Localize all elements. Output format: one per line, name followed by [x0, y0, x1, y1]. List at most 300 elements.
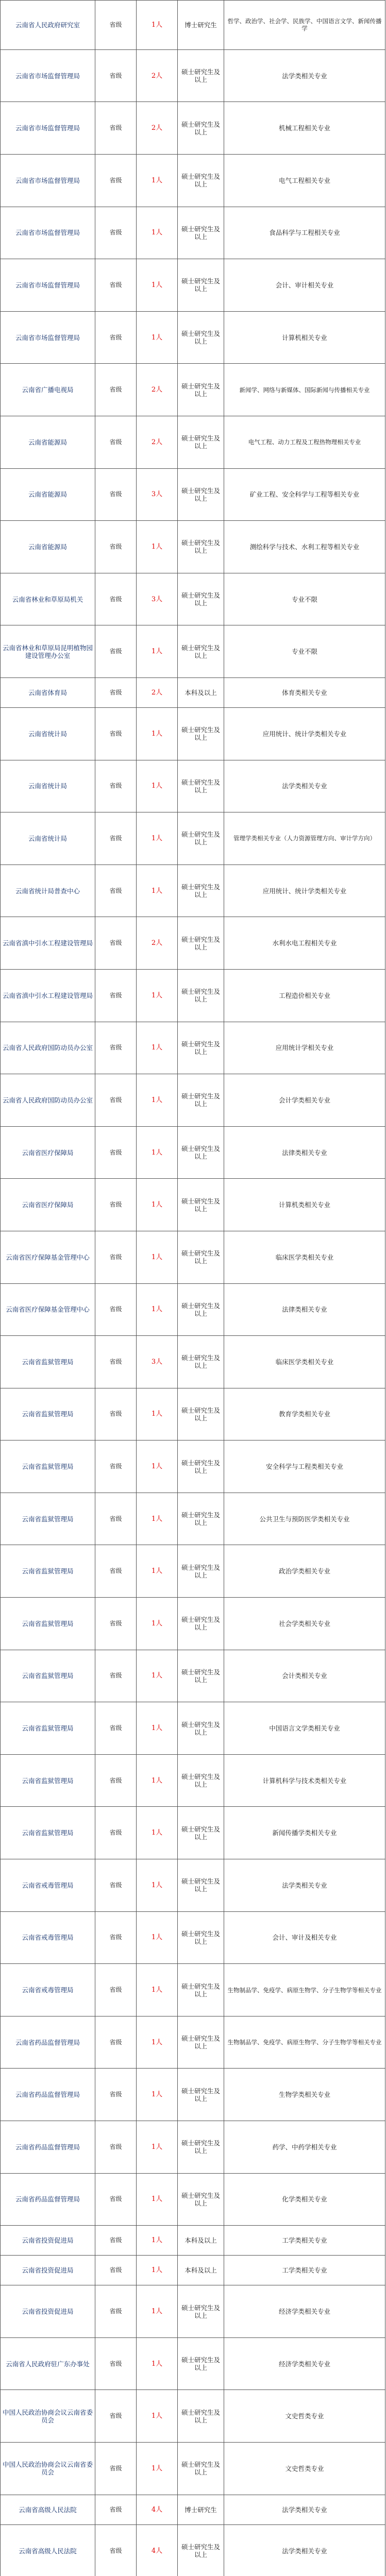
headcount-cell: 1人 [137, 625, 178, 678]
table-row [1, 2173, 385, 2226]
headcount-cell: 1人 [137, 1598, 178, 1650]
unit-cell: 云南省广播电视局 [1, 364, 95, 416]
degree-cell: 硕士研究生及以上 [178, 707, 224, 760]
level-cell: 省级 [95, 1074, 137, 1127]
level-cell: 省级 [95, 2016, 137, 2069]
table-row [1, 760, 385, 812]
unit-cell: 云南省人民政府驻广东办事处 [1, 2337, 95, 2390]
table-row [1, 1022, 385, 1074]
headcount-cell: 1人 [137, 1964, 178, 2016]
headcount-cell: 1人 [137, 259, 178, 312]
level-cell: 省级 [95, 1754, 137, 1807]
level-cell: 省级 [95, 677, 137, 707]
major-cell: 专业不限 [224, 573, 385, 625]
headcount-cell: 4人 [137, 2495, 178, 2524]
major-cell: 会计、审计相关专业 [224, 259, 385, 312]
table-row [1, 468, 385, 521]
unit-cell: 云南省统计局 [1, 760, 95, 812]
major-cell: 专业不限 [224, 625, 385, 678]
unit-cell: 云南省人民政府国防动员办公室 [1, 1074, 95, 1127]
level-cell: 省级 [95, 1859, 137, 1912]
degree-cell: 硕士研究生及以上 [178, 573, 224, 625]
headcount-cell: 1人 [137, 1022, 178, 1074]
unit-cell: 云南省监狱管理局 [1, 1754, 95, 1807]
unit-cell: 云南省人民政府国防动员办公室 [1, 1022, 95, 1074]
headcount-cell: 1人 [137, 2285, 178, 2338]
degree-cell: 硕士研究生及以上 [178, 207, 224, 259]
table-row [1, 2285, 385, 2338]
table-row [1, 521, 385, 573]
unit-cell: 云南省投资促进局 [1, 2256, 95, 2285]
unit-cell: 云南省市场监督管理局 [1, 102, 95, 155]
degree-cell: 博士研究生 [178, 2495, 224, 2524]
degree-cell: 硕士研究生及以上 [178, 1493, 224, 1545]
degree-cell: 硕士研究生及以上 [178, 2524, 224, 2576]
table-row [1, 1754, 385, 1807]
level-cell: 省级 [95, 2443, 137, 2495]
headcount-cell: 2人 [137, 364, 178, 416]
major-cell: 会计学类相关专业 [224, 1074, 385, 1127]
unit-cell: 中国人民政治协商会议云南省委员会 [1, 2390, 95, 2443]
degree-cell: 硕士研究生及以上 [178, 1231, 224, 1283]
degree-cell: 硕士研究生及以上 [178, 49, 224, 102]
table-row [1, 2443, 385, 2495]
major-cell: 法学类相关专业 [224, 2524, 385, 2576]
major-cell: 安全科学与工程类相关专业 [224, 1440, 385, 1493]
major-cell: 应用统计、统计学类相关专业 [224, 865, 385, 917]
degree-cell: 硕士研究生及以上 [178, 760, 224, 812]
unit-cell: 云南省能源局 [1, 521, 95, 573]
headcount-cell: 1人 [137, 1754, 178, 1807]
level-cell: 省级 [95, 2256, 137, 2285]
headcount-cell: 1人 [137, 2069, 178, 2121]
table-row [1, 1598, 385, 1650]
table-row [1, 102, 385, 155]
level-cell: 省级 [95, 259, 137, 312]
degree-cell: 硕士研究生及以上 [178, 1336, 224, 1388]
major-cell: 法学类相关专业 [224, 2495, 385, 2524]
degree-cell: 硕士研究生及以上 [178, 1545, 224, 1598]
headcount-cell: 1人 [137, 1440, 178, 1493]
unit-cell: 云南省戒毒管理局 [1, 1964, 95, 2016]
level-cell: 省级 [95, 2390, 137, 2443]
unit-cell: 云南省市场监督管理局 [1, 259, 95, 312]
level-cell: 省级 [95, 2226, 137, 2256]
level-cell: 省级 [95, 2173, 137, 2226]
degree-cell: 本科及以上 [178, 2256, 224, 2285]
unit-cell: 云南省监狱管理局 [1, 1598, 95, 1650]
degree-cell: 硕士研究生及以上 [178, 1911, 224, 1964]
table-row [1, 207, 385, 259]
headcount-cell: 2人 [137, 49, 178, 102]
major-cell: 机械工程相关专业 [224, 102, 385, 155]
headcount-cell: 1人 [137, 1283, 178, 1336]
major-cell: 工学类相关专业 [224, 2226, 385, 2256]
headcount-cell: 1人 [137, 1650, 178, 1702]
level-cell: 省级 [95, 1493, 137, 1545]
level-cell: 省级 [95, 468, 137, 521]
level-cell: 省级 [95, 1650, 137, 1702]
level-cell: 省级 [95, 1545, 137, 1598]
level-cell: 省级 [95, 969, 137, 1022]
unit-cell: 云南省高级人民法院 [1, 2495, 95, 2524]
unit-cell: 云南省医疗保障局 [1, 1179, 95, 1231]
major-cell: 新闻学、网络与新媒体、国际新闻与传播相关专业 [224, 364, 385, 416]
table-row [1, 1650, 385, 1702]
degree-cell: 硕士研究生及以上 [178, 969, 224, 1022]
major-cell: 经济学类相关专业 [224, 2337, 385, 2390]
degree-cell: 硕士研究生及以上 [178, 521, 224, 573]
major-cell: 文史哲类专业 [224, 2390, 385, 2443]
table-row [1, 2226, 385, 2256]
degree-cell: 硕士研究生及以上 [178, 1126, 224, 1179]
headcount-cell: 1人 [137, 2443, 178, 2495]
degree-cell: 硕士研究生及以上 [178, 2121, 224, 2174]
table-row [1, 364, 385, 416]
major-cell: 会计类相关专业 [224, 1650, 385, 1702]
headcount-cell: 2人 [137, 917, 178, 970]
unit-cell: 中国人民政治协商会议云南省委员会 [1, 2443, 95, 2495]
unit-cell: 云南省市场监督管理局 [1, 311, 95, 364]
table-row [1, 1283, 385, 1336]
unit-cell: 云南省药品监督管理局 [1, 2016, 95, 2069]
headcount-cell: 1人 [137, 707, 178, 760]
level-cell: 省级 [95, 917, 137, 970]
table-row [1, 707, 385, 760]
unit-cell: 云南省药品监督管理局 [1, 2121, 95, 2174]
major-cell: 电气工程相关专业 [224, 154, 385, 207]
degree-cell: 硕士研究生及以上 [178, 2337, 224, 2390]
table-row [1, 1964, 385, 2016]
degree-cell: 博士研究生 [178, 1, 224, 50]
unit-cell: 云南省监狱管理局 [1, 1388, 95, 1440]
headcount-cell: 1人 [137, 812, 178, 865]
degree-cell: 硕士研究生及以上 [178, 1388, 224, 1440]
degree-cell: 硕士研究生及以上 [178, 1702, 224, 1755]
major-cell: 新闻传播学类相关专业 [224, 1807, 385, 1859]
unit-cell: 云南省市场监督管理局 [1, 49, 95, 102]
table-row [1, 677, 385, 707]
major-cell: 药学、中药学相关专业 [224, 2121, 385, 2174]
level-cell: 省级 [95, 102, 137, 155]
unit-cell: 云南省滇中引水工程建设管理局 [1, 969, 95, 1022]
unit-cell: 云南省滇中引水工程建设管理局 [1, 917, 95, 970]
level-cell: 省级 [95, 1022, 137, 1074]
degree-cell: 硕士研究生及以上 [178, 2016, 224, 2069]
major-cell: 计算机科学与技术类相关专业 [224, 1754, 385, 1807]
unit-cell: 云南省医疗保障基金管理中心 [1, 1283, 95, 1336]
degree-cell: 硕士研究生及以上 [178, 1598, 224, 1650]
table-row [1, 573, 385, 625]
level-cell: 省级 [95, 625, 137, 678]
headcount-cell: 1人 [137, 1126, 178, 1179]
level-cell: 省级 [95, 760, 137, 812]
headcount-cell: 1人 [137, 2256, 178, 2285]
major-cell: 应用统计学相关专业 [224, 1022, 385, 1074]
level-cell: 省级 [95, 2524, 137, 2576]
table-row [1, 1859, 385, 1912]
degree-cell: 硕士研究生及以上 [178, 1964, 224, 2016]
major-cell: 公共卫生与预防医学类相关专业 [224, 1493, 385, 1545]
major-cell: 经济学类相关专业 [224, 2285, 385, 2338]
table-row [1, 2495, 385, 2524]
level-cell: 省级 [95, 1126, 137, 1179]
level-cell: 省级 [95, 207, 137, 259]
headcount-cell: 1人 [137, 1911, 178, 1964]
level-cell: 省级 [95, 573, 137, 625]
headcount-cell: 1人 [137, 2390, 178, 2443]
degree-cell: 硕士研究生及以上 [178, 311, 224, 364]
level-cell: 省级 [95, 1807, 137, 1859]
unit-cell: 云南省戒毒管理局 [1, 1859, 95, 1912]
headcount-cell: 1人 [137, 2121, 178, 2174]
table-row [1, 2256, 385, 2285]
unit-cell: 云南省人民政府研究室 [1, 1, 95, 50]
major-cell: 会计、审计及相关专业 [224, 1911, 385, 1964]
unit-cell: 云南省监狱管理局 [1, 1493, 95, 1545]
table-row [1, 416, 385, 468]
major-cell: 测绘科学与技术、水利工程等相关专业 [224, 521, 385, 573]
level-cell: 省级 [95, 521, 137, 573]
table-row [1, 259, 385, 312]
major-cell: 水利水电工程相关专业 [224, 917, 385, 970]
headcount-cell: 1人 [137, 1545, 178, 1598]
headcount-cell: 1人 [137, 521, 178, 573]
unit-cell: 云南省统计局 [1, 707, 95, 760]
headcount-cell: 1人 [137, 1807, 178, 1859]
recruitment-table-body [1, 1, 385, 2576]
degree-cell: 硕士研究生及以上 [178, 468, 224, 521]
table-row [1, 2016, 385, 2069]
table-row [1, 1545, 385, 1598]
major-cell: 法学类相关专业 [224, 1859, 385, 1912]
headcount-cell: 2人 [137, 416, 178, 468]
major-cell: 社会学类相关专业 [224, 1598, 385, 1650]
level-cell: 省级 [95, 2337, 137, 2390]
table-row [1, 1074, 385, 1127]
unit-cell: 云南省能源局 [1, 416, 95, 468]
headcount-cell: 1人 [137, 760, 178, 812]
unit-cell: 云南省高级人民法院 [1, 2524, 95, 2576]
unit-cell: 云南省市场监督管理局 [1, 154, 95, 207]
major-cell: 工程造价相关专业 [224, 969, 385, 1022]
major-cell: 生物制品学、免疫学、病原生物学、分子生物学等相关专业 [224, 2016, 385, 2069]
table-row [1, 311, 385, 364]
unit-cell: 云南省药品监督管理局 [1, 2069, 95, 2121]
unit-cell: 云南省投资促进局 [1, 2226, 95, 2256]
table-row [1, 2069, 385, 2121]
major-cell: 临床医学类相关专业 [224, 1336, 385, 1388]
table-row [1, 1336, 385, 1388]
unit-cell: 云南省监狱管理局 [1, 1807, 95, 1859]
level-cell: 省级 [95, 2121, 137, 2174]
unit-cell: 云南省林业和草原局机关 [1, 573, 95, 625]
table-row [1, 1440, 385, 1493]
table-row [1, 865, 385, 917]
table-row [1, 2337, 385, 2390]
degree-cell: 本科及以上 [178, 677, 224, 707]
degree-cell: 硕士研究生及以上 [178, 2173, 224, 2226]
level-cell: 省级 [95, 1283, 137, 1336]
degree-cell: 硕士研究生及以上 [178, 1440, 224, 1493]
degree-cell: 硕士研究生及以上 [178, 1754, 224, 1807]
major-cell: 计算机类相关专业 [224, 1179, 385, 1231]
table-row [1, 1, 385, 50]
table-row [1, 2390, 385, 2443]
unit-cell: 云南省统计局 [1, 812, 95, 865]
degree-cell: 本科及以上 [178, 2226, 224, 2256]
level-cell: 省级 [95, 1179, 137, 1231]
headcount-cell: 3人 [137, 468, 178, 521]
major-cell: 电气工程、动力工程及工程热物理相关专业 [224, 416, 385, 468]
level-cell: 省级 [95, 1598, 137, 1650]
level-cell: 省级 [95, 1911, 137, 1964]
headcount-cell: 1人 [137, 1388, 178, 1440]
level-cell: 省级 [95, 1388, 137, 1440]
degree-cell: 硕士研究生及以上 [178, 1074, 224, 1127]
table-row [1, 1388, 385, 1440]
table-row [1, 812, 385, 865]
degree-cell: 硕士研究生及以上 [178, 416, 224, 468]
degree-cell: 硕士研究生及以上 [178, 1807, 224, 1859]
headcount-cell: 1人 [137, 1, 178, 50]
degree-cell: 硕士研究生及以上 [178, 1650, 224, 1702]
level-cell: 省级 [95, 707, 137, 760]
unit-cell: 云南省监狱管理局 [1, 1440, 95, 1493]
degree-cell: 硕士研究生及以上 [178, 2443, 224, 2495]
headcount-cell: 2人 [137, 677, 178, 707]
major-cell: 化学类相关专业 [224, 2173, 385, 2226]
major-cell: 工学类相关专业 [224, 2256, 385, 2285]
level-cell: 省级 [95, 1702, 137, 1755]
degree-cell: 硕士研究生及以上 [178, 865, 224, 917]
major-cell: 体育类相关专业 [224, 677, 385, 707]
headcount-cell: 3人 [137, 1336, 178, 1388]
degree-cell: 硕士研究生及以上 [178, 1283, 224, 1336]
unit-cell: 云南省医疗保障基金管理中心 [1, 1231, 95, 1283]
major-cell: 中国语言文学类相关专业 [224, 1702, 385, 1755]
major-cell: 文史哲类专业 [224, 2443, 385, 2495]
headcount-cell: 1人 [137, 154, 178, 207]
headcount-cell: 1人 [137, 2173, 178, 2226]
table-row [1, 154, 385, 207]
unit-cell: 云南省统计局普查中心 [1, 865, 95, 917]
level-cell: 省级 [95, 812, 137, 865]
table-row [1, 1807, 385, 1859]
level-cell: 省级 [95, 1231, 137, 1283]
headcount-cell: 1人 [137, 1702, 178, 1755]
unit-cell: 云南省体育局 [1, 677, 95, 707]
table-row [1, 49, 385, 102]
level-cell: 省级 [95, 311, 137, 364]
major-cell: 哲学、政治学、社会学、民族学、中国语言文学、新闻传播学 [224, 1, 385, 50]
table-row [1, 1179, 385, 1231]
headcount-cell: 1人 [137, 207, 178, 259]
major-cell: 法律类相关专业 [224, 1126, 385, 1179]
headcount-cell: 1人 [137, 1493, 178, 1545]
table-row [1, 1231, 385, 1283]
headcount-cell: 1人 [137, 1179, 178, 1231]
level-cell: 省级 [95, 1, 137, 50]
major-cell: 临床医学类相关专业 [224, 1231, 385, 1283]
degree-cell: 硕士研究生及以上 [178, 812, 224, 865]
degree-cell: 硕士研究生及以上 [178, 1022, 224, 1074]
degree-cell: 硕士研究生及以上 [178, 2390, 224, 2443]
headcount-cell: 1人 [137, 2016, 178, 2069]
level-cell: 省级 [95, 865, 137, 917]
headcount-cell: 1人 [137, 2337, 178, 2390]
level-cell: 省级 [95, 1336, 137, 1388]
unit-cell: 云南省戒毒管理局 [1, 1911, 95, 1964]
major-cell: 计算机相关专业 [224, 311, 385, 364]
table-row [1, 2524, 385, 2576]
level-cell: 省级 [95, 364, 137, 416]
table-row [1, 1493, 385, 1545]
major-cell: 政治学类相关专业 [224, 1545, 385, 1598]
table-row [1, 917, 385, 970]
unit-cell: 云南省监狱管理局 [1, 1650, 95, 1702]
level-cell: 省级 [95, 416, 137, 468]
major-cell: 矿业工程、安全科学与工程等相关专业 [224, 468, 385, 521]
unit-cell: 云南省林业和草原局昆明植物园建设管理办公室 [1, 625, 95, 678]
degree-cell: 硕士研究生及以上 [178, 364, 224, 416]
degree-cell: 硕士研究生及以上 [178, 2069, 224, 2121]
degree-cell: 硕士研究生及以上 [178, 102, 224, 155]
unit-cell: 云南省监狱管理局 [1, 1545, 95, 1598]
degree-cell: 硕士研究生及以上 [178, 154, 224, 207]
headcount-cell: 1人 [137, 311, 178, 364]
level-cell: 省级 [95, 1440, 137, 1493]
table-row [1, 1911, 385, 1964]
major-cell: 法律类相关专业 [224, 1283, 385, 1336]
degree-cell: 硕士研究生及以上 [178, 625, 224, 678]
headcount-cell: 2人 [137, 102, 178, 155]
unit-cell: 云南省市场监督管理局 [1, 207, 95, 259]
level-cell: 省级 [95, 2495, 137, 2524]
level-cell: 省级 [95, 154, 137, 207]
level-cell: 省级 [95, 1964, 137, 2016]
major-cell: 食品科学与工程相关专业 [224, 207, 385, 259]
table-row [1, 625, 385, 678]
major-cell: 生物制品学、免疫学、病原生物学、分子生物学等相关专业 [224, 1964, 385, 2016]
headcount-cell: 1人 [137, 1859, 178, 1912]
table-row [1, 1126, 385, 1179]
table-row [1, 1702, 385, 1755]
degree-cell: 硕士研究生及以上 [178, 1859, 224, 1912]
major-cell: 应用统计、统计学类相关专业 [224, 707, 385, 760]
headcount-cell: 3人 [137, 573, 178, 625]
unit-cell: 云南省药品监督管理局 [1, 2173, 95, 2226]
major-cell: 管理学类相关专业（人力资源管理方向、审计学方向） [224, 812, 385, 865]
table-row [1, 969, 385, 1022]
table-row [1, 2121, 385, 2174]
level-cell: 省级 [95, 49, 137, 102]
degree-cell: 硕士研究生及以上 [178, 2285, 224, 2338]
unit-cell: 云南省能源局 [1, 468, 95, 521]
level-cell: 省级 [95, 2069, 137, 2121]
headcount-cell: 1人 [137, 1074, 178, 1127]
level-cell: 省级 [95, 2285, 137, 2338]
headcount-cell: 1人 [137, 1231, 178, 1283]
degree-cell: 硕士研究生及以上 [178, 1179, 224, 1231]
headcount-cell: 1人 [137, 969, 178, 1022]
degree-cell: 硕士研究生及以上 [178, 917, 224, 970]
major-cell: 教育学类相关专业 [224, 1388, 385, 1440]
unit-cell: 云南省医疗保障局 [1, 1126, 95, 1179]
unit-cell: 云南省投资促进局 [1, 2285, 95, 2338]
major-cell: 法学类相关专业 [224, 49, 385, 102]
unit-cell: 云南省监狱管理局 [1, 1702, 95, 1755]
